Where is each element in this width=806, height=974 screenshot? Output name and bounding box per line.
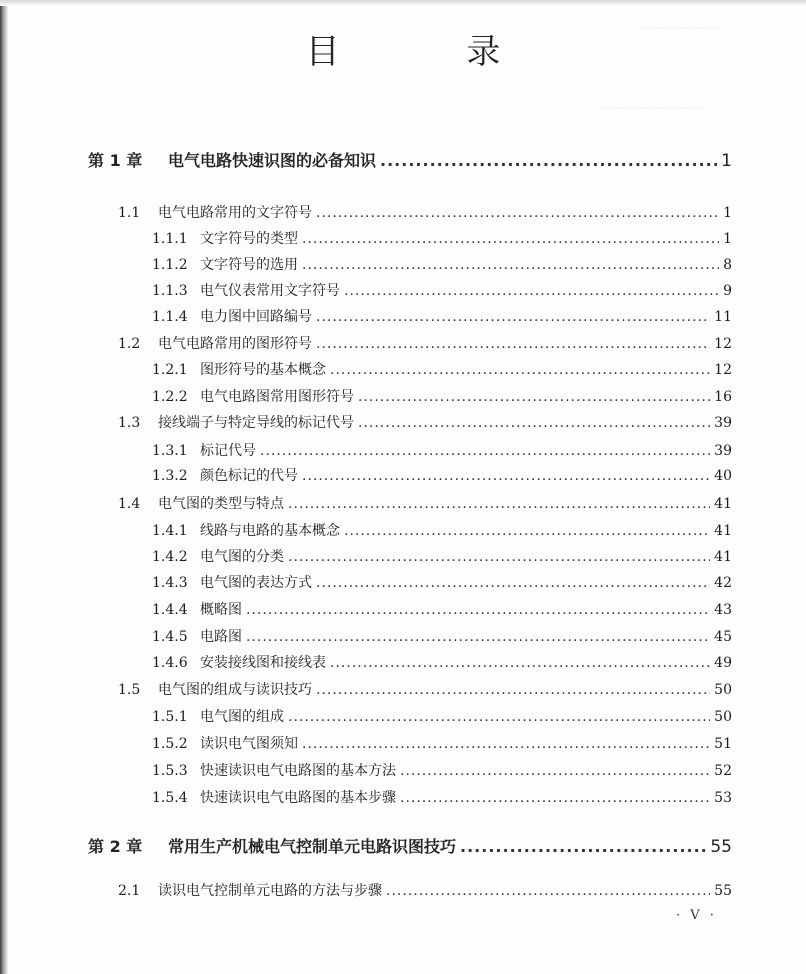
toc-entry-number: 1.2: [118, 336, 141, 352]
toc-entry-number: 1.5: [118, 682, 141, 698]
toc-entry-sub: [0, 546, 806, 566]
toc-entry-section: [0, 202, 806, 222]
toc-entry-sub: [0, 306, 806, 326]
dot-leader: [358, 415, 710, 431]
toc-entry-title: 电气图的分类: [200, 549, 284, 565]
toc-entry-sub: [0, 706, 806, 726]
toc-entry-sub: [0, 599, 806, 619]
toc-entry-number: 1.2.2: [152, 389, 188, 405]
toc-entry-number: 第 2 章: [88, 837, 143, 856]
dot-leader: [386, 883, 710, 899]
toc-entry-number: 1.3: [118, 415, 141, 431]
toc-entry-page: 45: [714, 629, 732, 645]
toc-entry-page: 49: [714, 655, 732, 671]
toc-entry-number: 1.1.3: [152, 283, 188, 299]
toc-entry-page: 41: [714, 496, 732, 512]
toc-entry-page: 1: [723, 231, 732, 247]
dot-leader: [316, 205, 719, 221]
toc-entry-page: 1: [721, 151, 732, 171]
dot-leader: [380, 151, 717, 170]
dot-leader: [400, 790, 710, 806]
toc-entry-title: 电气电路图常用图形符号: [200, 389, 354, 405]
dot-leader: [246, 602, 710, 618]
toc-entry-title: 颜色标记的代号: [200, 468, 298, 484]
toc-entry-page: 39: [714, 415, 732, 431]
toc-entry-number: 1.4.2: [152, 549, 188, 565]
toc-entry-title: 电路图: [200, 629, 242, 645]
dot-leader: [344, 283, 719, 299]
toc-entry-page: 1: [723, 205, 732, 221]
toc-entry-title: 读识电气图须知: [200, 736, 298, 752]
toc-entry-page: 9: [723, 283, 732, 299]
toc-entry-title: 常用生产机械电气控制单元电路识图技巧: [168, 837, 457, 856]
toc-entry-title: 快速读识电气电路图的基本步骤: [200, 790, 396, 806]
toc-entry-page: 43: [714, 602, 732, 618]
toc-entry-sub: [0, 465, 806, 485]
toc-entry-number: 1.5.4: [152, 790, 188, 806]
dot-leader: [288, 496, 710, 512]
toc-entry-number: 1.1.1: [152, 231, 188, 247]
toc-entry-title: 电力图中回路编号: [200, 309, 312, 325]
toc-entry-sub: [0, 760, 806, 780]
page-folio: · V ·: [676, 908, 717, 923]
toc-entry-page: 12: [714, 362, 732, 378]
toc-entry-page: 55: [714, 883, 732, 899]
toc-entry-title: 电气电路常用的文字符号: [158, 205, 312, 221]
toc-entry-sub: [0, 228, 806, 248]
toc-entry-page: 42: [714, 575, 732, 591]
toc-entry-title: 快速读识电气电路图的基本方法: [200, 763, 396, 779]
toc-entry-number: 1.3.1: [152, 443, 188, 459]
toc-entry-number: 1.4.6: [152, 655, 188, 671]
toc-entry-sub: [0, 652, 806, 672]
toc-entry-page: 41: [714, 549, 732, 565]
toc-entry-title: 线路与电路的基本概念: [200, 523, 340, 539]
toc-entry-sub: [0, 520, 806, 540]
toc-entry-number: 1.1.4: [152, 309, 188, 325]
dot-leader: [302, 736, 710, 752]
dot-leader: [302, 231, 719, 247]
toc-entry-number: 1.1.2: [152, 257, 188, 273]
toc-entry-sub: [0, 280, 806, 300]
dot-leader: [316, 575, 710, 591]
dot-leader: [400, 763, 710, 779]
toc-entry-title: 文字符号的类型: [200, 231, 298, 247]
toc-entry-title: 电气图的表达方式: [200, 575, 312, 591]
toc-entry-title: 电气图的组成: [200, 709, 284, 725]
toc-entry-title: 概略图: [200, 602, 242, 618]
toc-entry-page: 55: [710, 837, 732, 857]
toc-entry-chapter: [0, 834, 806, 857]
dot-leader: [330, 655, 710, 671]
toc-entry-sub: [0, 572, 806, 592]
toc-entry-page: 40: [714, 468, 732, 484]
dot-leader: [316, 309, 710, 325]
toc-entry-sub: [0, 733, 806, 753]
dot-leader: [316, 682, 710, 698]
toc-entry-sub: [0, 386, 806, 406]
dot-leader: [460, 837, 706, 856]
toc-entry-page: 39: [714, 443, 732, 459]
toc-entry-sub: [0, 254, 806, 274]
dot-leader: [302, 468, 710, 484]
dot-leader: [246, 629, 710, 645]
toc-entry-number: 1.2.1: [152, 362, 188, 378]
toc-entry-title: 标记代号: [200, 443, 256, 459]
toc-entry-title: 电气图的组成与读识技巧: [158, 682, 312, 698]
toc-entry-number: 1.3.2: [152, 468, 188, 484]
toc-entry-page: 51: [714, 736, 732, 752]
dot-leader: [288, 549, 710, 565]
toc-entry-chapter: [0, 148, 806, 171]
toc-entry-section: [0, 333, 806, 353]
toc-entry-page: 12: [714, 336, 732, 352]
toc-entry-number: 1.4.3: [152, 575, 188, 591]
toc-entry-number: 1.5.1: [152, 709, 188, 725]
toc-entry-sub: [0, 359, 806, 379]
bleed-through: ——————: [640, 20, 718, 35]
toc-entry-title: 电气电路常用的图形符号: [158, 336, 312, 352]
bleed-through: ————————: [600, 100, 704, 115]
toc-entry-title: 接线端子与特定导线的标记代号: [158, 415, 354, 431]
dot-leader: [316, 336, 710, 352]
toc-entry-page: 16: [714, 389, 732, 405]
toc-entry-sub: [0, 440, 806, 460]
toc-entry-title: 图形符号的基本概念: [200, 362, 326, 378]
dot-leader: [288, 709, 710, 725]
toc-entry-number: 1.1: [118, 205, 141, 221]
toc-entry-number: 2.1: [118, 883, 141, 899]
toc-entry-section: [0, 880, 806, 900]
toc-entry-section: [0, 412, 806, 432]
dot-leader: [344, 523, 710, 539]
dot-leader: [330, 362, 710, 378]
toc-entry-page: 41: [714, 523, 732, 539]
toc-entry-title: 电气仪表常用文字符号: [200, 283, 340, 299]
toc-entry-page: 50: [714, 682, 732, 698]
toc-entry-title: 电气电路快速识图的必备知识: [168, 151, 377, 170]
toc-entry-number: 1.5.3: [152, 763, 188, 779]
dot-leader: [260, 443, 710, 459]
toc-entry-sub: [0, 787, 806, 807]
toc-entry-number: 第 1 章: [88, 151, 143, 170]
toc-entry-section: [0, 679, 806, 699]
toc-entry-title: 电气图的类型与特点: [158, 496, 284, 512]
dot-leader: [358, 389, 710, 405]
toc-entry-sub: [0, 626, 806, 646]
toc-entry-title: 文字符号的选用: [200, 257, 298, 273]
page-title: 目 录: [305, 32, 559, 72]
toc-entry-title: 安装接线图和接线表: [200, 655, 326, 671]
toc-entry-page: 52: [714, 763, 732, 779]
toc-entry-page: 11: [714, 309, 732, 325]
dot-leader: [302, 257, 719, 273]
toc-entry-number: 1.4.5: [152, 629, 188, 645]
toc-entry-page: 8: [723, 257, 732, 273]
toc-entry-number: 1.4: [118, 496, 141, 512]
toc-entry-number: 1.4.1: [152, 523, 188, 539]
toc-entry-page: 50: [714, 709, 732, 725]
toc-entry-title: 读识电气控制单元电路的方法与步骤: [158, 883, 382, 899]
toc-entry-section: [0, 493, 806, 513]
toc-entry-page: 53: [714, 790, 732, 806]
toc-entry-number: 1.5.2: [152, 736, 188, 752]
toc-entry-number: 1.4.4: [152, 602, 188, 618]
